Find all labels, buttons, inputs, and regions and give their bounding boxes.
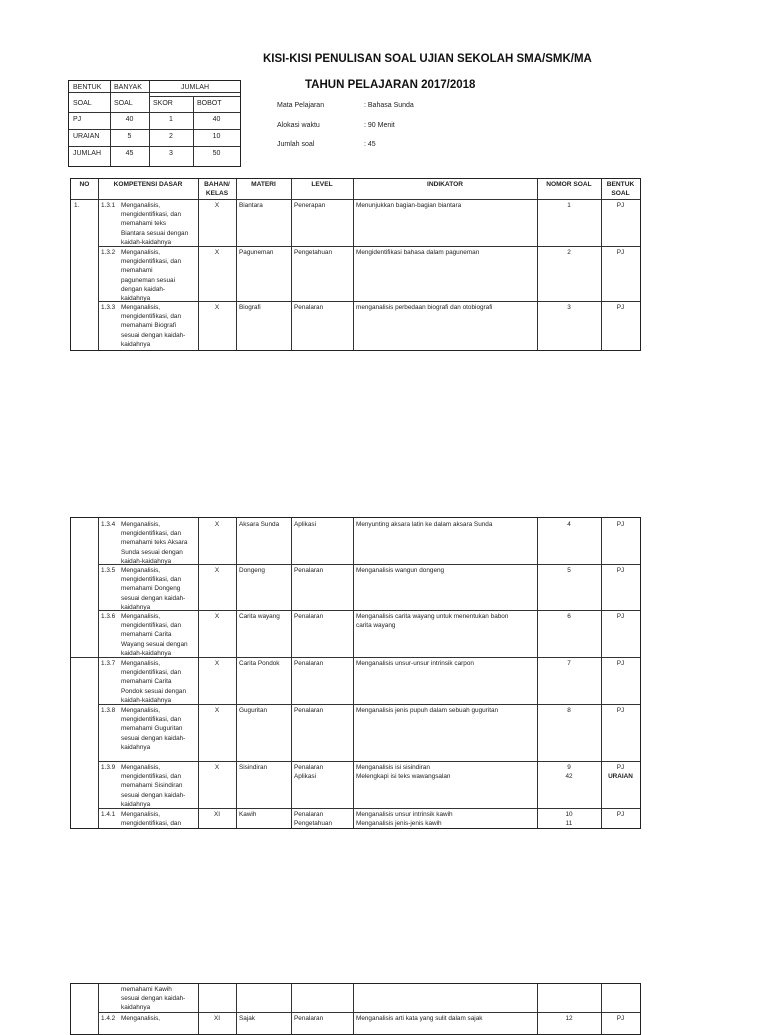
meta-value: : Bahasa Sunda — [364, 102, 414, 109]
kelas: X — [214, 521, 220, 528]
kd-text: Menganalisis, mengidentifikasi, dan memahami teks Biantara sesuai dengan kaidah-kaidahnya — [121, 202, 189, 246]
page-subtitle: TAHUN PELAJARAN 2017/2018 — [305, 79, 476, 91]
indikator: Mengidentifikasi bahasa dalam paguneman — [356, 249, 480, 256]
kd-code: 1.4.2 — [101, 1015, 116, 1022]
indikator: Menganalisis arti kata yang sulit dalam sajak — [356, 1015, 483, 1022]
materi: Sisindiran — [239, 764, 268, 771]
indikator: Menganalisis unsur intrinsik kawih Menganalisis jenis-jenis kawih — [356, 811, 453, 828]
kd-code: 1.4.1 — [101, 811, 116, 818]
nomor-soal: 12 — [565, 1015, 573, 1022]
header-bahan-kelas: BAHAN/ KELAS — [204, 181, 230, 197]
bentuk-soal: PJ — [616, 613, 625, 620]
summary-header-jumlah: JUMLAH — [181, 84, 210, 91]
kelas: X — [214, 707, 220, 714]
kelas: X — [214, 613, 220, 620]
meta-label: Jumlah soal — [277, 141, 315, 148]
materi: Guguritan — [239, 707, 268, 714]
nomor-soal: 5 — [567, 567, 571, 574]
kd-text: Menganalisis, mengidentifikasi, dan memahami Guguritan sesuai dengan kaidah- kaidahnya — [121, 707, 186, 751]
materi: Carita Pondok — [239, 660, 280, 667]
level: Penalaran — [294, 707, 324, 714]
bentuk-soal: PJ — [616, 567, 625, 574]
kd-code: 1.3.2 — [101, 249, 116, 256]
meta-value: : 90 Menit — [364, 122, 395, 129]
bentuk-soal: PJ — [616, 1015, 625, 1022]
level: Penalaran Aplikasi — [294, 764, 324, 781]
kd-code: 1.3.4 — [101, 521, 116, 528]
summary-row-banyak: 5 — [127, 133, 132, 140]
page-title: KISI-KISI PENULISAN SOAL UJIAN SEKOLAH SMA/SMK/MA — [263, 53, 592, 65]
level: Penalaran — [294, 304, 324, 311]
level: Penalaran — [294, 613, 324, 620]
kd-text: Menganalisis, mengidentifikasi, dan memahami Sisindiran sesuai dengan kaidah- kaidahnya — [121, 764, 186, 808]
bentuk-soal: PJ — [616, 521, 625, 528]
summary-header-bentuk: BENTUK — [73, 84, 102, 91]
bentuk-soal: PJ — [616, 660, 625, 667]
bentuk-soal-uraian: URAIAN — [608, 773, 633, 780]
kd-text-continued: memahami Kawih sesuai dengan kaidah- kaidahnya — [121, 986, 186, 1012]
kd-text: Menganalisis, — [121, 1015, 161, 1022]
kelas: X — [214, 567, 220, 574]
nomor-soal: 4 — [567, 521, 571, 528]
summary-row-skor: 2 — [169, 133, 173, 140]
summary-header-banyak-soal: SOAL — [114, 100, 133, 107]
summary-row-bentuk: JUMLAH — [73, 150, 102, 157]
kelas: XI — [213, 1015, 221, 1022]
kelas: X — [214, 249, 220, 256]
nomor-soal: 1 — [567, 202, 571, 209]
level: Penalaran — [294, 660, 324, 667]
indikator: Menganalisis isi sisindiran Melengkapi isi teks wawangsalan — [356, 764, 451, 781]
level: Penalaran Pengetahuan — [294, 811, 333, 828]
nomor-soal: 8 — [567, 707, 571, 714]
nomor-soal: 9 42 — [565, 764, 573, 781]
nomor-soal: 3 — [567, 304, 571, 311]
level: Penerapan — [294, 202, 326, 209]
materi: Biantara — [239, 202, 263, 209]
summary-row-bentuk: URAIAN — [73, 133, 100, 140]
kisi-table-part-1 — [70, 178, 641, 351]
kelas: X — [214, 304, 220, 311]
kd-text: Menganalisis, mengidentifikasi, dan memahami Biografi sesuai dengan kaidah- kaidahnya — [121, 304, 186, 348]
kd-text: Menganalisis, mengidentifikasi, dan memahami paguneman sesuai dengan kaidah- kaidahnya — [121, 249, 182, 303]
summary-row-bobot: 10 — [212, 133, 221, 140]
kd-code: 1.3.7 — [101, 660, 116, 667]
kd-code: 1.3.6 — [101, 613, 116, 620]
kd-text: Menganalisis, mengidentifikasi, dan memahami Carita Pondok sesuai dengan kaidah-kaidahnya — [121, 660, 187, 704]
materi: Aksara Sunda — [239, 521, 280, 528]
summary-row-banyak: 45 — [125, 150, 134, 157]
indikator: menganalisis perbedaan biografi dan otobiografi — [356, 304, 493, 311]
indikator: Menganalisis unsur-unsur intrinsik carpon — [356, 660, 474, 667]
indikator: Menganalisis carita wayang untuk menentukan babon carita wayang — [356, 613, 509, 630]
materi: Sajak — [239, 1015, 255, 1022]
kelas: X — [214, 764, 220, 771]
bentuk-soal: PJ — [616, 811, 625, 818]
summary-row-skor: 1 — [169, 116, 173, 123]
level: Penalaran — [294, 1015, 324, 1022]
materi: Biografi — [239, 304, 261, 311]
summary-row-bentuk: PJ — [73, 116, 82, 123]
kisi-table-part-2 — [70, 517, 641, 829]
meta-value: : 45 — [364, 141, 376, 148]
header-nomor-soal: NOMOR SOAL — [546, 181, 592, 188]
bentuk-soal: PJ — [616, 764, 625, 771]
summary-row-bobot: 40 — [212, 116, 221, 123]
level: Penalaran — [294, 567, 324, 574]
kd-text: Menganalisis, mengidentifikasi, dan memahami Dongeng sesuai dengan kaidah- kaidahnya — [121, 567, 186, 611]
bentuk-soal: PJ — [616, 304, 625, 311]
nomor-soal: 2 — [567, 249, 571, 256]
bentuk-soal: PJ — [616, 249, 625, 256]
summary-header-banyak: BANYAK — [114, 84, 142, 91]
level: Pengetahuan — [294, 249, 333, 256]
kd-text: Menganalisis, mengidentifikasi, dan memahami Carita Wayang sesuai dengan kaidah-kaidahnya — [121, 613, 188, 657]
kd-text: Menganalisis, mengidentifikasi, dan — [121, 811, 182, 828]
nomor-soal: 10 11 — [565, 811, 573, 828]
kelas: X — [214, 660, 220, 667]
materi: Kawih — [239, 811, 257, 818]
summary-table — [68, 80, 241, 167]
materi: Carita wayang — [239, 613, 280, 620]
indikator: Menunjukkan bagian-bagian biantara — [356, 202, 462, 209]
header-kompetensi-dasar: KOMPETENSI DASAR — [113, 181, 183, 188]
kd-code: 1.3.8 — [101, 707, 116, 714]
header-level: LEVEL — [311, 181, 333, 188]
header-indikator: INDIKATOR — [426, 181, 464, 188]
indikator: Menganalisis jenis pupuh dalam sebuah guguritan — [356, 707, 499, 714]
indikator: Menganalisis wangun dongeng — [356, 567, 445, 574]
meta-label: Alokasi waktu — [277, 122, 320, 129]
summary-header-skor: SKOR — [153, 100, 173, 107]
bentuk-soal: PJ — [616, 202, 625, 209]
summary-row-banyak: 40 — [125, 116, 134, 123]
nomor-soal: 6 — [567, 613, 571, 620]
indikator: Menyunting aksara latin ke dalam aksara Sunda — [356, 521, 493, 528]
materi: Dongeng — [239, 567, 265, 574]
materi: Paguneman — [239, 249, 274, 256]
level: Aplikasi — [294, 521, 317, 528]
header-materi: MATERI — [251, 181, 276, 188]
kelas: X — [214, 202, 220, 209]
summary-row-bobot: 50 — [212, 150, 221, 157]
summary-header-soal: SOAL — [73, 100, 92, 107]
row-number: 1. — [74, 202, 80, 209]
bentuk-soal: PJ — [616, 707, 625, 714]
header-bentuk-soal: BENTUK SOAL — [606, 181, 635, 197]
header-no: NO — [79, 181, 90, 188]
kelas: XI — [213, 811, 221, 818]
kd-code: 1.3.1 — [101, 202, 116, 209]
kd-code: 1.3.3 — [101, 304, 116, 311]
meta-label: Mata Pelajaran — [277, 102, 325, 109]
summary-header-bobot: BOBOT — [197, 100, 222, 107]
nomor-soal: 7 — [567, 660, 571, 667]
kd-code: 1.3.5 — [101, 567, 116, 574]
summary-row-skor: 3 — [169, 150, 173, 157]
kisi-table-part-3 — [70, 983, 641, 1035]
kd-code: 1.3.9 — [101, 764, 116, 771]
kd-text: Menganalisis, mengidentifikasi, dan memahami teks Aksara Sunda sesuai dengan kaidah-kaidahnya — [121, 521, 188, 565]
